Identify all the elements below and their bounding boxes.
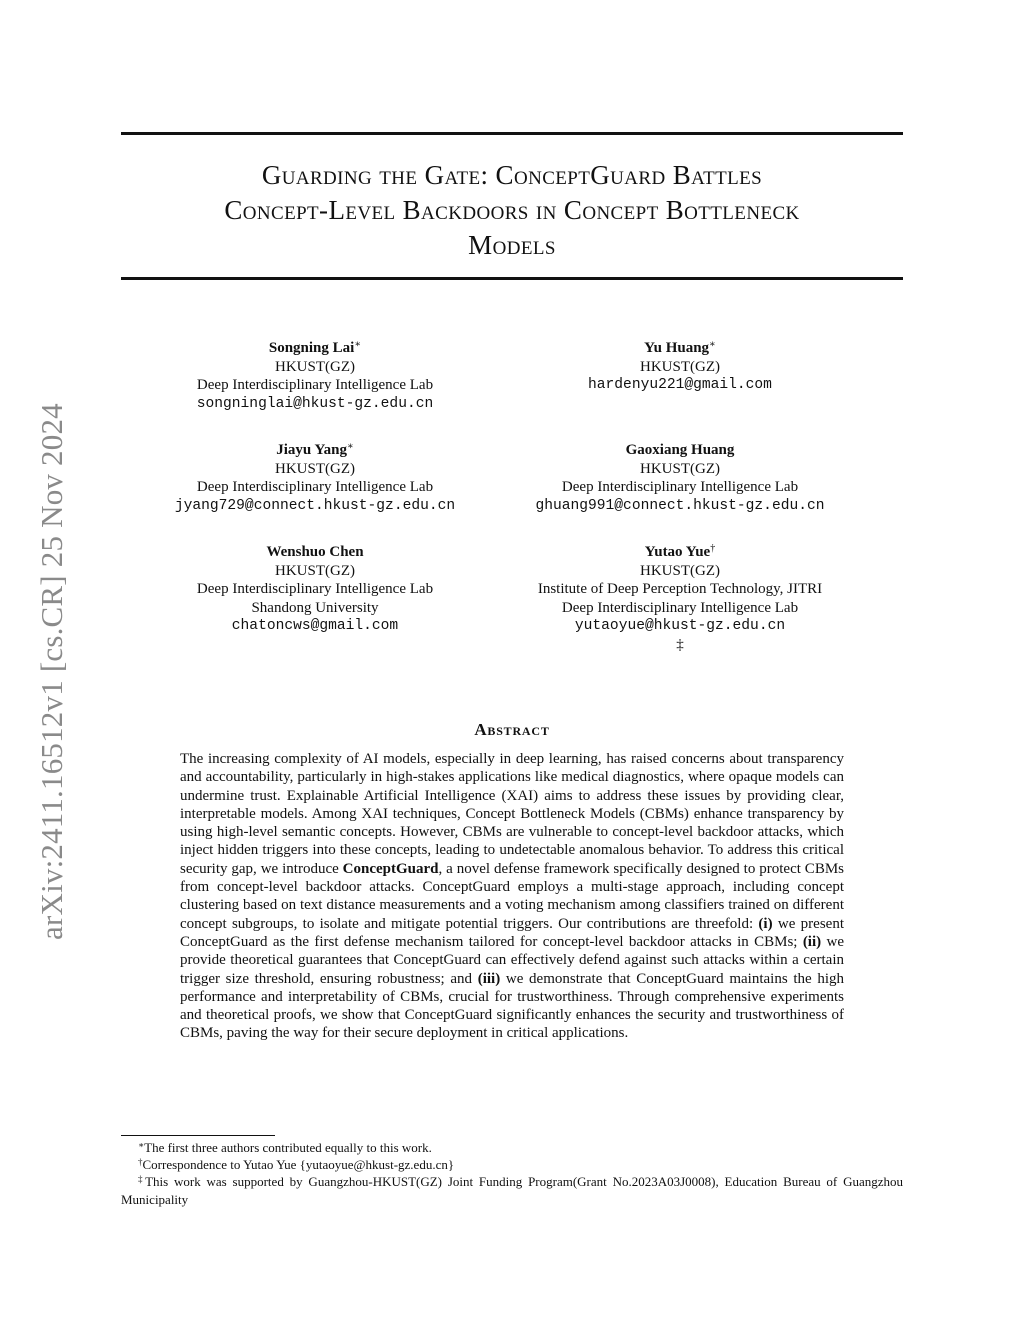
abstract-text: we provide theoretical guarantees that ConceptGuard can effectively defend against such attacks within a certain trigger size threshold, ensuring robustness; and — [180, 933, 844, 987]
author-affiliation: Institute of Deep Perception Technology, JITRI — [537, 581, 823, 597]
footnote-text: This work was supported by Guangzhou-HKUST(GZ) Joint Funding Program(Grant No.2023A03J0008), Education Bureau of Guangzhou Municipality — [121, 1174, 903, 1207]
title-line: Concept-Level Backdoors in Concept Bottleneck — [224, 195, 800, 225]
footnote-item — [121, 1156, 903, 1173]
abstract-text: , a novel defense framework specifically designed to protect CBMs from concept-level backdoor attacks. ConceptGuard employs a multi-stage approach, including concept clustering based on text distance measurements and a voting mechanism among classifiers trained on different concept subgroups, to isolate and mitigate potential triggers. Our contributions are threefold: — [180, 860, 844, 932]
author-affiliation: HKUST(GZ) — [275, 358, 355, 375]
author-affiliation: HKUST(GZ) — [640, 460, 720, 477]
author-mark: ∗ — [346, 441, 354, 452]
author-email: jyang729@connect.hkust-gz.edu.cn — [174, 497, 456, 514]
author-email: hardenyu221@gmail.com — [588, 377, 772, 393]
author-affiliation: HKUST(GZ) — [275, 562, 355, 579]
title-bottom-rule — [121, 277, 903, 280]
author-block-yutao-yue — [515, 543, 845, 654]
arxiv-identifier: arXiv:2411.16512v1 [cs.CR] 25 Nov 2024 — [34, 403, 69, 940]
author-mark: ∗ — [354, 339, 362, 350]
footnote-text: Correspondence to Yutao Yue {yutaoyue@hkust-gz.edu.cn} — [142, 1157, 455, 1173]
author-name: Yutao Yue — [644, 544, 711, 560]
author-mark: ∗ — [709, 339, 716, 350]
abstract-text: we present ConceptGuard as the first defense mechanism tailored for concept-level backdoor attacks in CBMs; — [180, 915, 844, 950]
footnote-mark: ‡ — [138, 1174, 146, 1185]
footnote-item — [121, 1139, 903, 1156]
author-name: Wenshuo Chen — [266, 544, 364, 560]
abstract-body — [180, 750, 844, 1043]
title-top-rule — [121, 132, 903, 135]
author-mark: † — [710, 543, 716, 554]
author-affiliation: Shandong University — [251, 599, 379, 616]
author-block-jiayu-yang — [150, 441, 480, 515]
author-name: Songning Lai — [268, 340, 355, 356]
footnotes — [121, 1139, 903, 1208]
author-footnote-mark: ‡ — [676, 636, 684, 653]
abstract-bold: ConceptGuard — [342, 860, 439, 877]
author-affiliation: Deep Interdisciplinary Intelligence Lab — [561, 599, 799, 616]
author-email: chatoncws@gmail.com — [231, 618, 399, 634]
author-block-wenshuo-chen — [150, 543, 480, 636]
author-email: ghuang991@connect.hkust-gz.edu.cn — [535, 497, 825, 514]
author-block-songning-lai — [150, 339, 480, 413]
author-affiliation: Deep Interdisciplinary Intelligence Lab — [196, 377, 434, 393]
title-line: Guarding the Gate: ConceptGuard Battles — [261, 160, 763, 190]
author-name: Gaoxiang Huang — [625, 442, 735, 458]
abstract-bold: (iii) — [477, 970, 501, 987]
abstract-bold: (i) — [758, 915, 773, 932]
author-block-gaoxiang-huang — [515, 441, 845, 515]
footnote-text: The first three authors contributed equally to this work. — [144, 1140, 432, 1155]
author-affiliation: HKUST(GZ) — [640, 358, 720, 375]
author-block-yu-huang — [515, 339, 845, 395]
footnote-mark: † — [138, 1157, 143, 1168]
footnote-rule — [121, 1135, 275, 1136]
author-name: Yu Huang — [644, 340, 710, 356]
author-affiliation: Deep Interdisciplinary Intelligence Lab — [561, 479, 799, 495]
abstract-text: we demonstrate that ConceptGuard maintains the high performance and interpretability of CBMs, crucial for trustworthiness. Through comprehensive experiments and theoretical proofs, we show that ConceptGuard significantly enhances the security and trustworthiness of CBMs, paving the way for their secure deployment in critical applications. — [180, 970, 844, 1042]
title-line: Models — [468, 230, 556, 260]
author-email: songninglai@hkust-gz.edu.cn — [196, 395, 434, 412]
author-affiliation: HKUST(GZ) — [640, 562, 720, 579]
paper-title — [121, 158, 903, 263]
author-email: yutaoyue@hkust-gz.edu.cn — [574, 618, 786, 634]
abstract-text: The increasing complexity of AI models, especially in deep learning, has raised concerns about transparency and accountability, particularly in high-stakes applications like medical diagnostics, where opaque models can undermine trust. Explainable Artificial Intelligence (XAI) aims to address these issues by providing clear, interpretable models. Among XAI techniques, Concept Bottleneck Models (CBMs) enhance transparency by using high-level semantic concepts. However, CBMs are vulnerable to concept-level backdoor attacks, which inject hidden triggers into these concepts, leading to undetectable anomalous behavior. To address this critical security gap, we introduce — [180, 751, 844, 877]
abstract-heading: Abstract — [474, 720, 550, 739]
footnote-mark: ∗ — [138, 1140, 145, 1150]
author-name: Jiayu Yang — [276, 442, 347, 458]
author-affiliation: Deep Interdisciplinary Intelligence Lab — [196, 581, 434, 597]
footnote-item — [121, 1173, 903, 1207]
abstract-bold: (ii) — [802, 933, 822, 950]
author-affiliation: HKUST(GZ) — [275, 460, 355, 477]
author-affiliation: Deep Interdisciplinary Intelligence Lab — [196, 479, 434, 495]
